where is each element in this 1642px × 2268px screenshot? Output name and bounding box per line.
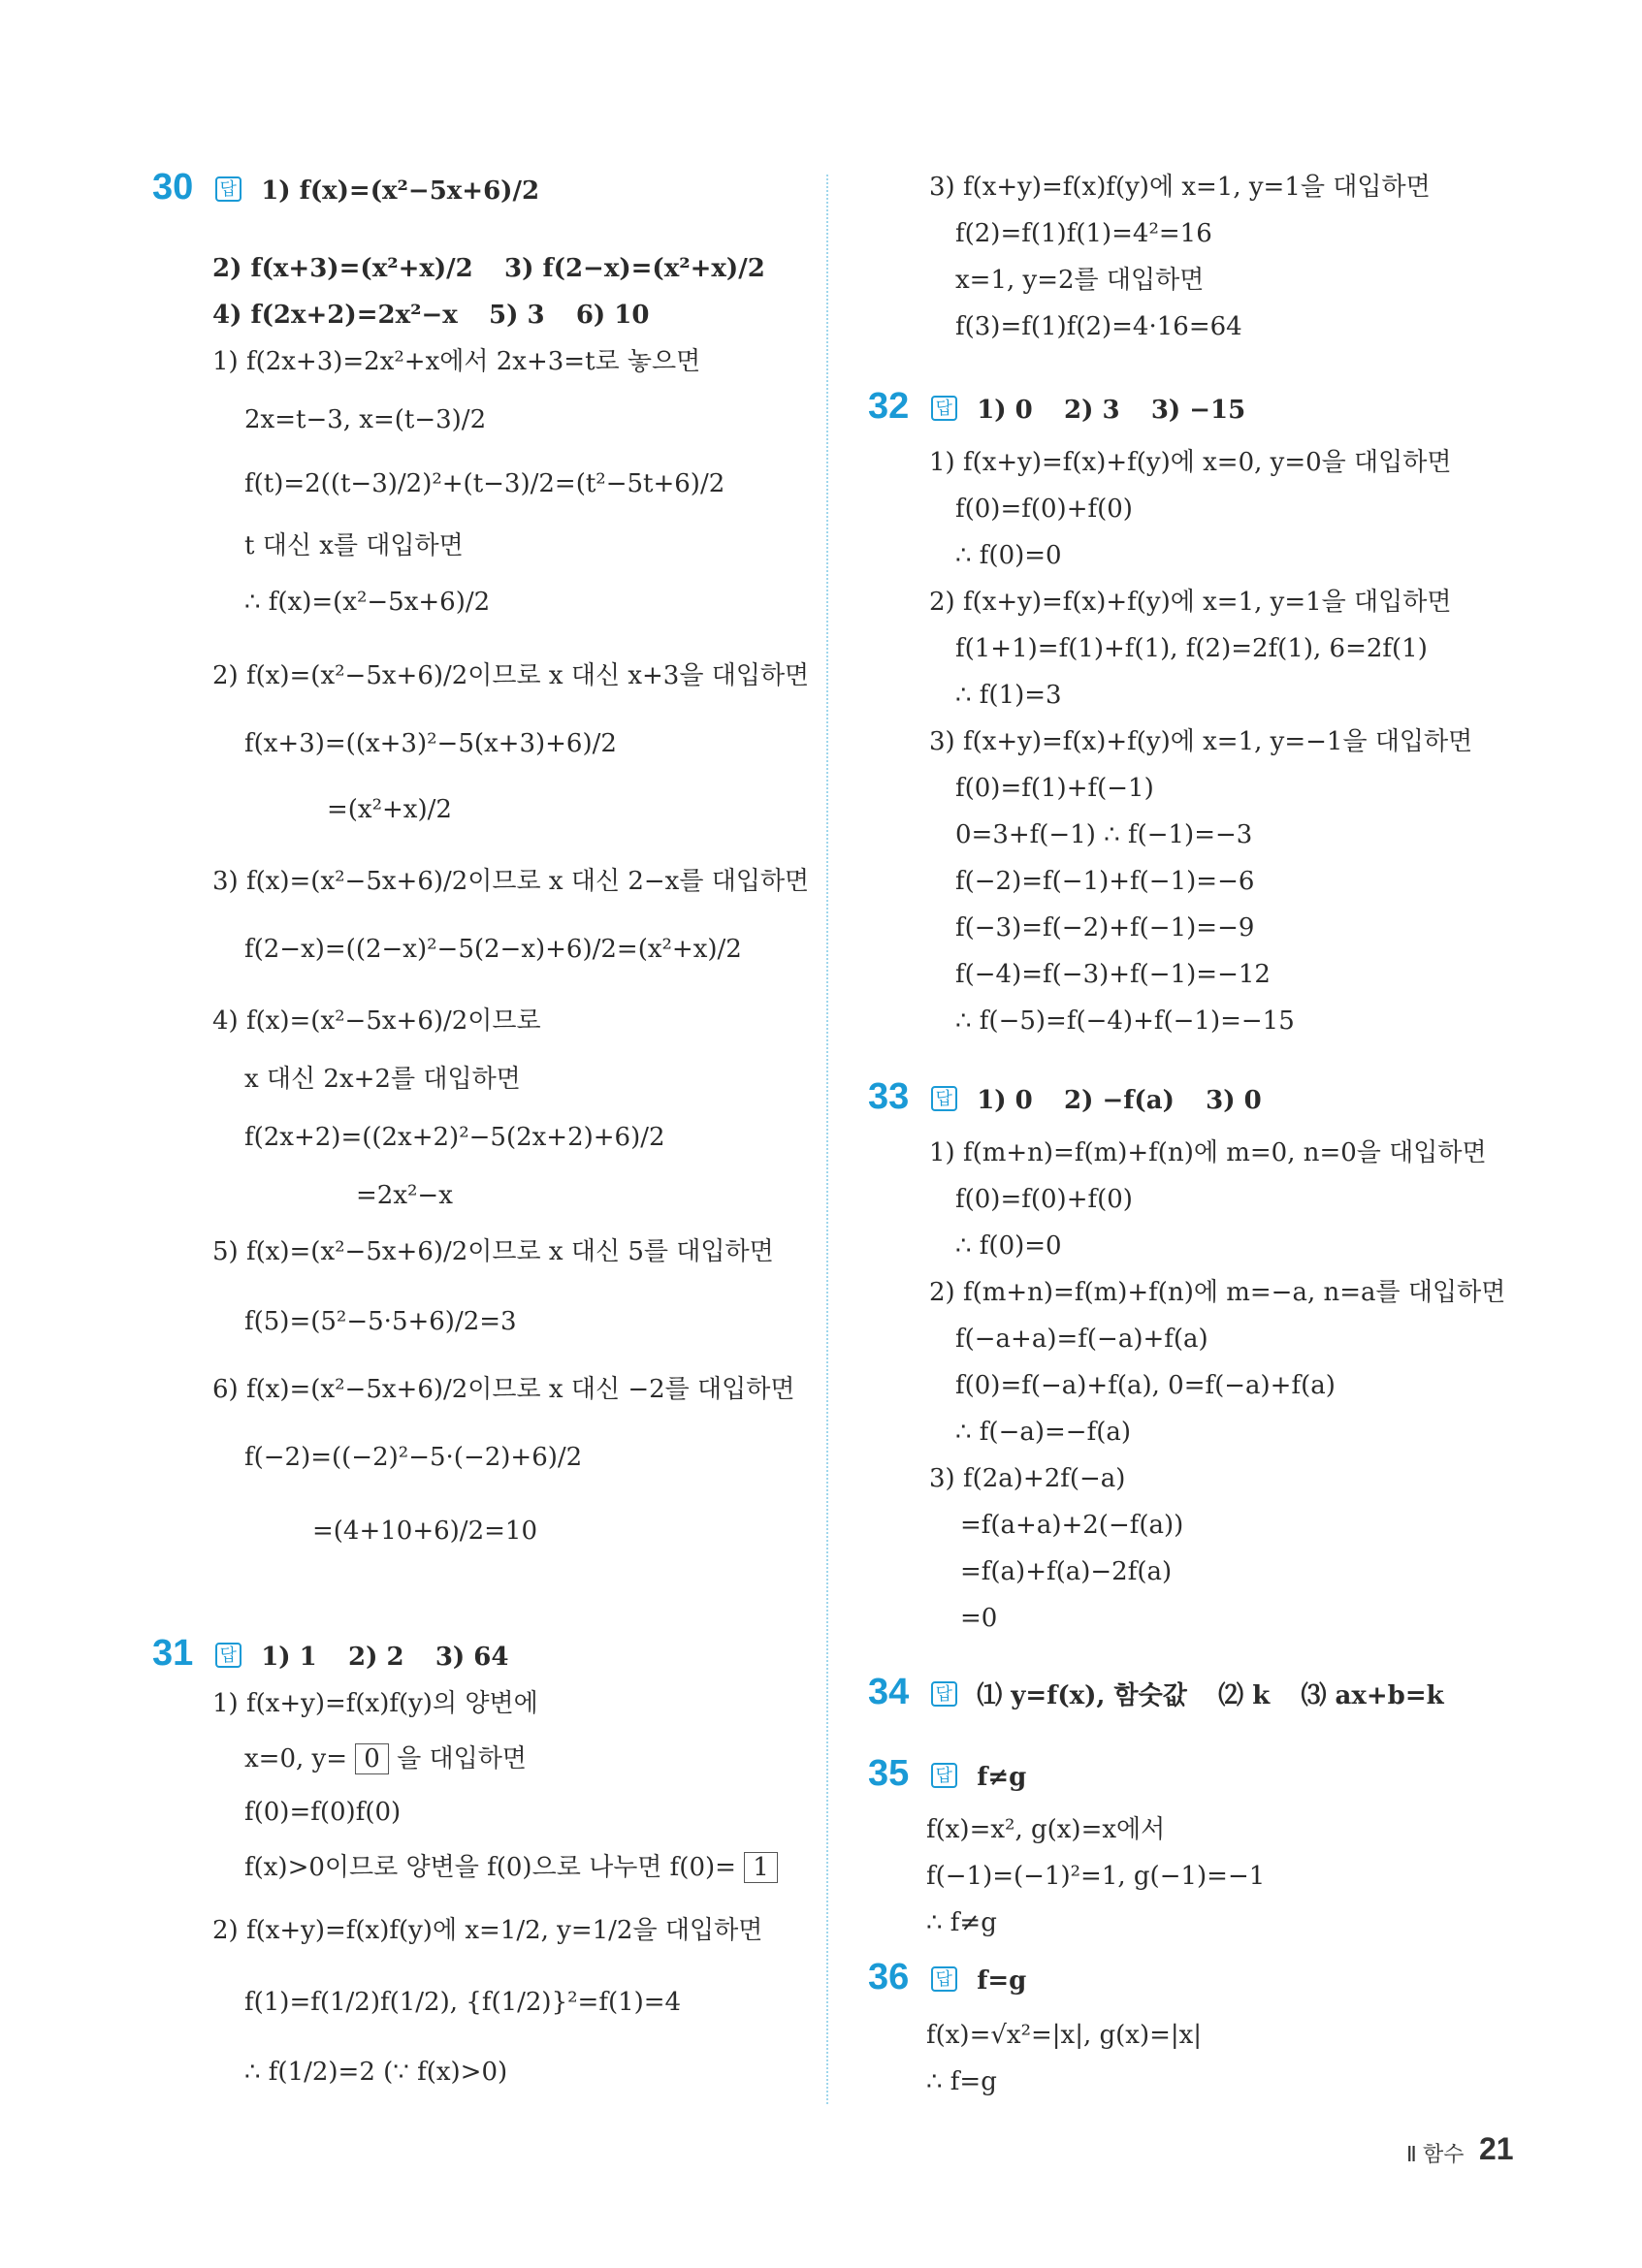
solution-line: f(3)=f(1)f(2)=4·16=64 bbox=[955, 312, 1242, 341]
answer-badge: 답 bbox=[215, 1643, 241, 1668]
solution-line: f(t)=2((t−3)/2)²+(t−3)/2=(t²−5t+6)/2 bbox=[244, 469, 725, 498]
solution-line: f(0)=f(0)f(0) bbox=[244, 1798, 402, 1827]
problem-number: 34 bbox=[868, 1672, 910, 1712]
answer-3: 3) 64 bbox=[435, 1643, 509, 1672]
solution-line: f(5)=(5²−5·5+6)/2=3 bbox=[244, 1307, 517, 1336]
answer-3: 3) −15 bbox=[1150, 396, 1246, 425]
solution-line: 0=3+f(−1) ∴ f(−1)=−3 bbox=[955, 820, 1253, 849]
blank-box: 1 bbox=[744, 1852, 778, 1883]
solution-line: =f(a)+f(a)−2f(a) bbox=[960, 1557, 1173, 1586]
section-title: 함수 bbox=[1422, 2142, 1465, 2166]
solution-line: t 대신 x를 대입하면 bbox=[244, 531, 464, 560]
answer-badge: 답 bbox=[931, 1681, 957, 1707]
answer: f≠g bbox=[977, 1763, 1027, 1792]
solution-line: f(x)=x², g(x)=x에서 bbox=[926, 1815, 1166, 1844]
answer-badge: 답 bbox=[931, 1763, 957, 1788]
answer-2: 2) 3 bbox=[1064, 396, 1120, 425]
solution-line: =(x²+x)/2 bbox=[327, 795, 452, 824]
column-divider bbox=[826, 175, 828, 2104]
solution-line: 3) f(2a)+2f(−a) bbox=[929, 1464, 1126, 1493]
solution-line: ∴ f(−a)=−f(a) bbox=[955, 1418, 1131, 1447]
problem-35-header bbox=[868, 1753, 1049, 1794]
answer-2: 2) f(x+3)=(x²+x)/2 bbox=[212, 254, 473, 283]
solution-line: 4) f(x)=(x²−5x+6)/2이므로 bbox=[212, 1006, 541, 1036]
problem-number: 30 bbox=[152, 167, 194, 208]
answer-4: 4) f(2x+2)=2x²−x bbox=[212, 301, 458, 330]
problem-32-header bbox=[868, 386, 1269, 427]
solution-line bbox=[244, 1743, 527, 1774]
solution-line: f(−2)=((−2)²−5·(−2)+6)/2 bbox=[244, 1443, 583, 1472]
problem-33-header bbox=[868, 1076, 1285, 1117]
answer-5: 5) 3 bbox=[489, 301, 545, 330]
solution-line: f(−1)=(−1)²=1, g(−1)=−1 bbox=[926, 1862, 1266, 1891]
solution-line: f(1)=f(1/2)f(1/2), {f(1/2)}²=f(1)=4 bbox=[244, 1988, 682, 2017]
solution-line: f(−2)=f(−1)+f(−1)=−6 bbox=[955, 867, 1255, 896]
solution-line: 1) f(x+y)=f(x)+f(y)에 x=0, y=0을 대입하면 bbox=[929, 448, 1452, 477]
solution-line: 2) f(x+y)=f(x)f(y)에 x=1/2, y=1/2을 대입하면 bbox=[212, 1916, 763, 1945]
solution-line: ∴ f(1)=3 bbox=[955, 681, 1062, 710]
answer-1: 1) 0 bbox=[977, 396, 1033, 425]
solution-line: f(−4)=f(−3)+f(−1)=−12 bbox=[955, 960, 1271, 989]
solution-line: 2) f(x)=(x²−5x+6)/2이므로 x 대신 x+3을 대입하면 bbox=[212, 661, 810, 690]
solution-line: ∴ f=g bbox=[926, 2067, 997, 2096]
solution-line: f(0)=f(−a)+f(a), 0=f(−a)+f(a) bbox=[955, 1371, 1336, 1400]
answer-badge: 답 bbox=[215, 176, 241, 202]
answer-2: ⑵ k bbox=[1218, 1681, 1271, 1710]
solution-line: f(0)=f(0)+f(0) bbox=[955, 1185, 1133, 1214]
solution-line: ∴ f(1/2)=2 (∵ f(x)>0) bbox=[244, 2058, 508, 2087]
solution-line: ∴ f(0)=0 bbox=[955, 541, 1062, 570]
problem-31-header bbox=[152, 1633, 531, 1674]
answer-1: 1) f(x)=(x²−5x+6)/2 bbox=[261, 176, 540, 206]
problem-36-header bbox=[868, 1957, 1049, 1997]
problem-30-answers-row2 bbox=[212, 254, 789, 283]
problem-number: 35 bbox=[868, 1753, 910, 1794]
solution-line: 3) f(x+y)=f(x)f(y)에 x=1, y=1을 대입하면 bbox=[929, 173, 1431, 202]
solution-line: f(2)=f(1)f(1)=4²=16 bbox=[955, 219, 1212, 248]
answer-3: ⑶ ax+b=k bbox=[1301, 1681, 1444, 1710]
solution-line: 3) f(x)=(x²−5x+6)/2이므로 x 대신 2−x를 대입하면 bbox=[212, 867, 810, 896]
problem-number: 32 bbox=[868, 386, 910, 427]
solution-line bbox=[244, 1852, 778, 1883]
solution-line: f(−a+a)=f(−a)+f(a) bbox=[955, 1325, 1208, 1354]
solution-line: f(2x+2)=((2x+2)²−5(2x+2)+6)/2 bbox=[244, 1123, 665, 1152]
solution-line: ∴ f(0)=0 bbox=[955, 1231, 1062, 1261]
solution-line: 2) f(x+y)=f(x)+f(y)에 x=1, y=1을 대입하면 bbox=[929, 588, 1452, 617]
solution-line: x=1, y=2를 대입하면 bbox=[955, 266, 1205, 295]
solution-text: x=0, y= bbox=[244, 1744, 347, 1773]
problem-number: 31 bbox=[152, 1633, 194, 1674]
solution-line: 5) f(x)=(x²−5x+6)/2이므로 x 대신 5를 대입하면 bbox=[212, 1237, 774, 1266]
solution-line: 2) f(m+n)=f(m)+f(n)에 m=−a, n=a를 대입하면 bbox=[929, 1278, 1506, 1307]
solution-line: f(0)=f(1)+f(−1) bbox=[955, 774, 1154, 803]
solution-line: 1) f(x+y)=f(x)f(y)의 양변에 bbox=[212, 1689, 538, 1718]
solution-line: 3) f(x+y)=f(x)+f(y)에 x=1, y=−1을 대입하면 bbox=[929, 727, 1473, 756]
solution-line: =0 bbox=[960, 1604, 998, 1633]
solution-line: ∴ f≠g bbox=[926, 1908, 997, 1937]
solution-line: =(4+10+6)/2=10 bbox=[312, 1517, 537, 1546]
problem-number: 36 bbox=[868, 1957, 910, 1997]
problem-30-answers-row3 bbox=[212, 301, 672, 330]
solution-line: 2x=t−3, x=(t−3)/2 bbox=[244, 405, 487, 434]
answer: f=g bbox=[977, 1966, 1027, 1996]
solution-line: f(x+3)=((x+3)²−5(x+3)+6)/2 bbox=[244, 729, 617, 758]
problem-30-header bbox=[152, 167, 563, 208]
answer-6: 6) 10 bbox=[575, 301, 650, 330]
solution-line: f(−3)=f(−2)+f(−1)=−9 bbox=[955, 913, 1255, 942]
section-roman: Ⅱ bbox=[1406, 2142, 1417, 2166]
solution-text: 을 대입하면 bbox=[397, 1744, 527, 1773]
solution-line: f(2−x)=((2−x)²−5(2−x)+6)/2=(x²+x)/2 bbox=[244, 935, 742, 964]
answer-badge: 답 bbox=[931, 396, 957, 421]
solution-line: ∴ f(−5)=f(−4)+f(−1)=−15 bbox=[955, 1006, 1295, 1036]
answer-1: 1) 1 bbox=[261, 1643, 317, 1672]
solution-line: =2x²−x bbox=[356, 1181, 453, 1210]
solution-line: f(x)=√x²=|x|, g(x)=|x| bbox=[926, 2021, 1203, 2050]
solution-line: 1) f(m+n)=f(m)+f(n)에 m=0, n=0을 대입하면 bbox=[929, 1138, 1487, 1167]
solution-line: f(0)=f(0)+f(0) bbox=[955, 495, 1133, 524]
answer-badge: 답 bbox=[931, 1966, 957, 1992]
answer-badge: 답 bbox=[931, 1086, 957, 1111]
answer-3: 3) 0 bbox=[1206, 1086, 1262, 1115]
solution-line: x 대신 2x+2를 대입하면 bbox=[244, 1065, 521, 1094]
problem-34-header bbox=[868, 1672, 1467, 1712]
solution-line: ∴ f(x)=(x²−5x+6)/2 bbox=[244, 588, 491, 617]
answer-2: 2) −f(a) bbox=[1064, 1086, 1175, 1115]
answer-2: 2) 2 bbox=[348, 1643, 404, 1672]
blank-box: 0 bbox=[355, 1743, 389, 1774]
page-number: 21 bbox=[1479, 2131, 1514, 2166]
answer-1: 1) 0 bbox=[977, 1086, 1033, 1115]
solution-line: 1) f(2x+3)=2x²+x에서 2x+3=t로 놓으면 bbox=[212, 347, 701, 376]
answer-1: ⑴ y=f(x), 함숫값 bbox=[977, 1681, 1187, 1710]
answer-3: 3) f(2−x)=(x²+x)/2 bbox=[504, 254, 765, 283]
problem-number: 33 bbox=[868, 1076, 910, 1117]
solution-line: =f(a+a)+2(−f(a)) bbox=[960, 1511, 1184, 1540]
section-label bbox=[1406, 2138, 1464, 2168]
solution-line: 6) f(x)=(x²−5x+6)/2이므로 x 대신 −2를 대입하면 bbox=[212, 1375, 795, 1404]
solution-text: f(x)>0이므로 양변을 f(0)으로 나누면 f(0)= bbox=[244, 1853, 736, 1882]
solution-line: f(1+1)=f(1)+f(1), f(2)=2f(1), 6=2f(1) bbox=[955, 634, 1428, 663]
